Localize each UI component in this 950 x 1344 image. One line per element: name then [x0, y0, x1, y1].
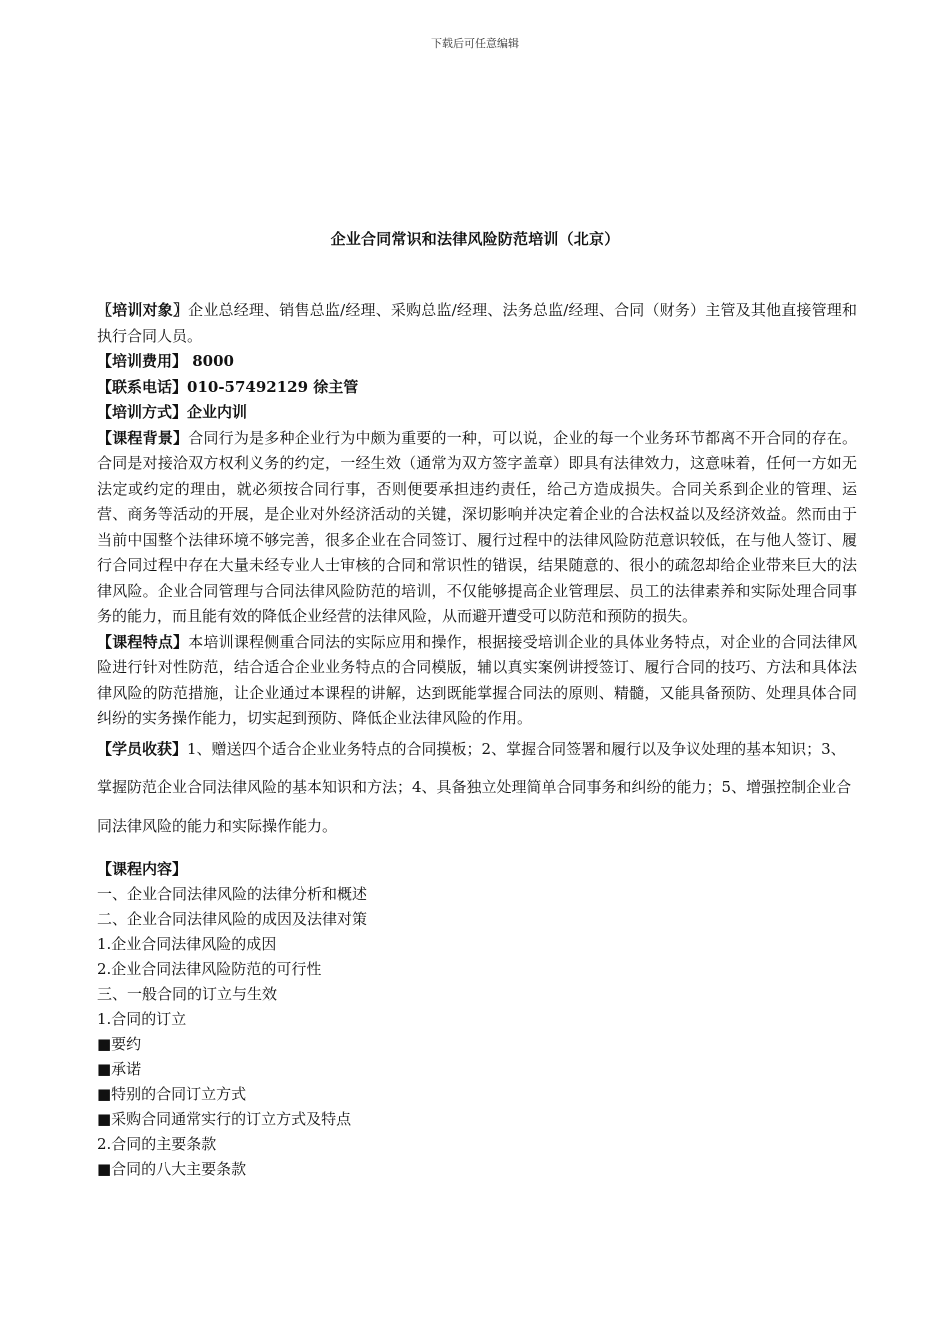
course-background-text: 合同行为是多种企业行为中颇为重要的一种，可以说，企业的每一个业务环节都离不开合同的存在。合同是对接洽双方权利义务的约定，一经生效（通常为双方签字盖章）即具有法律效力，这意味着，任何一方如无法定或约定的理由，就必须按合同行事，否则便要承担违约责任，给己方造成损失。合同关系到企业的管理、运营、商务等活动的开展，是企业对外经济活动的关键，深切影响并决定着企业的合法权益以及经济效益。然而由于当前中国整个法律环境不够完善，很多企业在合同签订、履行过程中的法律风险防范意识较低，在与他人签订、履行合同过程中存在大量未经专业人士审核的合同和常识性的错误，结果随意的、很小的疏忽却给企业带来巨大的法律风险。企业合同管理与合同法律风险防范的培训，不仅能够提高企业管理层、员工的法律素养和实际处理合同事务的能力，而且能有效的降低企业经营的法律风险，从而避开遭受可以防范和预防的损失。 [97, 428, 857, 625]
list-item: 1.企业合同法律风险的成因 [97, 935, 277, 953]
course-background-label: 【课程背景】 [97, 428, 189, 447]
training-target-text: 企业总经理、销售总监/经理、采购总监/经理、法务总监/经理、合同（财务）主管及其他直接管理和执行合同人员。 [97, 301, 857, 345]
page-header-note: 下载后可任意编辑 [431, 37, 519, 50]
document-body [97, 298, 857, 1182]
course-content-heading: 【课程内容】 [97, 860, 188, 878]
training-fee-value: 8000 [192, 352, 234, 370]
student-gains [97, 730, 857, 846]
list-item: 2.企业合同法律风险防范的可行性 [97, 960, 322, 978]
list-item: 2.合同的主要条款 [97, 1135, 217, 1153]
training-fee [97, 349, 857, 375]
course-background [97, 426, 857, 630]
course-features-text: 本培训课程侧重合同法的实际应用和操作，根据接受培训企业的具体业务特点，对企业的合同法律风险进行针对性防范，结合适合企业业务特点的合同模版，辅以真实案例讲授签订、履行合同的技巧、方法和具体法律风险的防范措施，让企业通过本课程的讲解，达到既能掌握合同法的原则、精髓，又能具备预防、处理具体合同纠纷的实务操作能力，切实起到预防、降低企业法律风险的作用。 [97, 632, 857, 727]
list-item: ■特别的合同订立方式 [97, 1085, 247, 1103]
training-target-label: 〖培训对象〗 [97, 301, 189, 319]
training-mode-label: 【培训方式】 [97, 403, 188, 421]
course-features-label: 【课程特点】 [97, 632, 189, 651]
list-item: 1.合同的订立 [97, 1010, 187, 1028]
list-item: 一、企业合同法律风险的法律分析和概述 [97, 885, 368, 903]
list-item: ■要约 [97, 1035, 142, 1053]
list-item: 三、一般合同的订立与生效 [97, 985, 278, 1003]
course-features [97, 630, 857, 732]
list-item: ■采购合同通常实行的订立方式及特点 [97, 1110, 352, 1128]
student-gains-label: 【学员收获】 [97, 739, 188, 758]
list-item: 二、企业合同法律风险的成因及法律对策 [97, 910, 368, 928]
training-mode [97, 400, 857, 426]
training-fee-label: 【培训费用】 [97, 352, 188, 370]
contact-phone-value: 010-57492129 徐主管 [187, 377, 359, 396]
student-gains-text: 1、赠送四个适合企业业务特点的合同摸板；2、掌握合同签署和履行以及争议处理的基本知识；3、掌握防范企业合同法律风险的基本知识和方法；4、具备独立处理简单合同事务和纠纷的能力；5、增强控制企业合同法律风险的能力和实际操作能力。 [97, 739, 852, 835]
course-content-list [97, 882, 857, 1182]
contact-phone [97, 375, 857, 401]
list-item: ■合同的八大主要条款 [97, 1160, 247, 1178]
training-mode-value: 企业内训 [187, 403, 248, 421]
document-title: 企业合同常识和法律风险防范培训（北京） [330, 230, 620, 248]
list-item: ■承诺 [97, 1060, 142, 1078]
training-target [97, 298, 857, 349]
contact-phone-label: 【联系电话】 [97, 377, 188, 396]
